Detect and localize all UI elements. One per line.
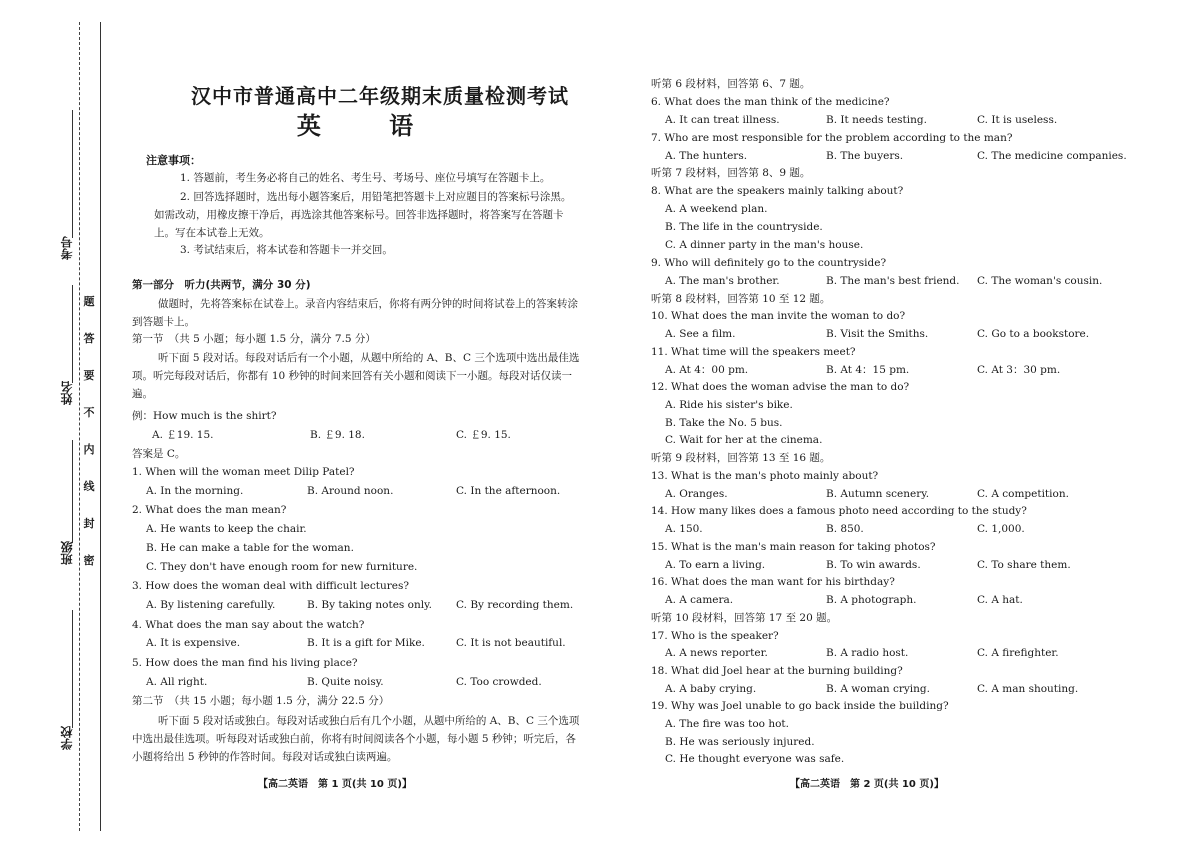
question-16: 16. What does the man want for his birthday? <box>651 576 895 588</box>
q3-option-a[interactable]: A. By listening carefully. <box>146 599 276 611</box>
q12-option-b[interactable]: B. Take the No. 5 bus. <box>665 417 783 429</box>
q19-option-a[interactable]: A. The fire was too hot. <box>665 718 789 730</box>
question-15: 15. What is the man's main reason for taking photos? <box>651 541 936 553</box>
q11-option-c[interactable]: C. At 3：30 pm. <box>977 364 1061 376</box>
q8-option-a[interactable]: A. A weekend plan. <box>665 203 768 215</box>
q15-option-a[interactable]: A. To earn a living. <box>665 559 766 571</box>
exam-subject: 英 语 <box>296 112 444 140</box>
q10-option-c[interactable]: C. Go to a bookstore. <box>977 328 1090 340</box>
q17-option-c[interactable]: C. A firefighter. <box>977 647 1059 659</box>
material-8-instruction: 听第 8 段材料，回答第 10 至 12 题。 <box>651 293 831 305</box>
field-kaohao[interactable] <box>54 110 76 260</box>
seal-dashed-line <box>79 22 80 831</box>
binding-margin <box>0 0 112 849</box>
question-3: 3. How does the woman deal with difficult lectures? <box>132 580 409 592</box>
part1-heading: 第一部分 听力(共两节，满分 30 分) <box>132 279 311 291</box>
part1-intro: 做题时，先将答案标在试卷上。录音内容结束后，你将有两分钟的时间将试卷上的答案转涂到答题卡上。 <box>132 298 578 328</box>
q7-option-b[interactable]: B. The buyers. <box>826 150 904 162</box>
question-5: 5. How does the man find his living place? <box>132 657 358 669</box>
q2-option-a[interactable]: A. He wants to keep the chair. <box>146 523 307 535</box>
q1-option-b[interactable]: B. Around noon. <box>307 485 394 497</box>
q9-option-c[interactable]: C. The woman's cousin. <box>977 275 1103 287</box>
q13-option-b[interactable]: B. Autumn scenery. <box>826 488 930 500</box>
question-12: 12. What does the woman advise the man to do? <box>651 381 910 393</box>
q9-option-a[interactable]: A. The man's brother. <box>665 275 780 287</box>
q6-option-b[interactable]: B. It needs testing. <box>826 114 927 126</box>
q14-option-b[interactable]: B. 850. <box>826 523 864 535</box>
example-question: 例：How much is the shirt? <box>132 410 277 422</box>
q4-option-b[interactable]: B. It is a gift for Mike. <box>307 637 425 649</box>
q11-option-b[interactable]: B. At 4：15 pm. <box>826 364 910 376</box>
sec1-heading: 第一节 （共 5 小题；每小题 1.5 分，满分 7.5 分） <box>132 333 376 345</box>
q18-option-c[interactable]: C. A man shouting. <box>977 683 1079 695</box>
q11-option-a[interactable]: A. At 4：00 pm. <box>665 364 749 376</box>
q3-option-b[interactable]: B. By taking notes only. <box>307 599 432 611</box>
question-19: 19. Why was Joel unable to go back inside the building? <box>651 700 949 712</box>
q3-option-c[interactable]: C. By recording them. <box>456 599 574 611</box>
sec1-intro: 听下面 5 段对话。每段对话后有一个小题，从题中所给的 A、B、C 三个选项中选出最佳选项。听完每段对话后，你都有 10 秒钟的时间来回答有关小题和阅读下一小题。每段对话仅读一遍。 <box>132 352 580 400</box>
field-banji[interactable] <box>54 440 76 565</box>
q10-option-b[interactable]: B. Visit the Smiths. <box>826 328 929 340</box>
field-banji-label: 班级 <box>60 541 74 565</box>
question-10: 10. What does the man invite the woman to do? <box>651 310 906 322</box>
q2-option-c[interactable]: C. They don't have enough room for new furniture. <box>146 561 418 573</box>
question-17: 17. Who is the speaker? <box>651 630 779 642</box>
q14-option-c[interactable]: C. 1,000. <box>977 523 1025 535</box>
question-8: 8. What are the speakers mainly talking about? <box>651 185 904 197</box>
q5-option-b[interactable]: B. Quite noisy. <box>307 676 384 688</box>
q16-option-a[interactable]: A. A camera. <box>665 594 734 606</box>
q1-option-a[interactable]: A. In the morning. <box>146 485 244 497</box>
notes-item-3: 3. 考试结束后，将本试卷和答题卡一并交回。 <box>180 244 393 256</box>
warning-char: 答 <box>83 332 95 345</box>
material-6-instruction: 听第 6 段材料，回答第 6、7 题。 <box>651 78 811 90</box>
q6-option-c[interactable]: C. It is useless. <box>977 114 1058 126</box>
question-6: 6. What does the man think of the medicine? <box>651 96 890 108</box>
question-14: 14. How many likes does a famous photo need according to the study? <box>651 505 1027 517</box>
q15-option-b[interactable]: B. To win awards. <box>826 559 921 571</box>
q12-option-c[interactable]: C. Wait for her at the cinema. <box>665 434 823 446</box>
field-xuexiao-label: 学校 <box>60 726 74 750</box>
field-kaohao-label: 考号 <box>60 236 74 260</box>
q13-option-c[interactable]: C. A competition. <box>977 488 1069 500</box>
sec2-heading: 第二节 （共 15 小题；每小题 1.5 分，满分 22.5 分） <box>132 695 390 707</box>
q5-option-c[interactable]: C. Too crowded. <box>456 676 542 688</box>
example-option-c: C. ￡9. 15. <box>456 429 511 441</box>
question-2: 2. What does the man mean? <box>132 504 287 516</box>
question-11: 11. What time will the speakers meet? <box>651 346 856 358</box>
sec2-intro: 听下面 5 段对话或独白。每段对话或独白后有几个小题，从题中所给的 A、B、C 三个选项中选出最佳选项。听每段对话或独白前，你将有时间阅读各个小题，每小题 5 秒钟；听完后，各小题将给出 5 秒钟的作答时间。每段对话或独白读两遍。 <box>132 715 580 763</box>
field-xuexiao[interactable] <box>54 610 76 750</box>
warning-char: 内 <box>83 443 95 456</box>
q14-option-a[interactable]: A. 150. <box>665 523 703 535</box>
q19-option-b[interactable]: B. He was seriously injured. <box>665 736 815 748</box>
question-7: 7. Who are most responsible for the problem according to the man? <box>651 132 1013 144</box>
example-option-b: B. ￡9. 18. <box>310 429 365 441</box>
warning-char: 封 <box>83 517 95 530</box>
warning-char: 密 <box>83 554 95 567</box>
warning-char: 要 <box>83 369 95 382</box>
notes-heading: 注意事项： <box>146 154 201 167</box>
q6-option-a[interactable]: A. It can treat illness. <box>665 114 780 126</box>
material-9-instruction: 听第 9 段材料，回答第 13 至 16 题。 <box>651 452 831 464</box>
notes-item-2: 2. 回答选择题时，选出每小题答案后，用铅笔把答题卡上对应题目的答案标号涂黑。如需改动，用橡皮擦干净后，再选涂其他答案标号。回答非选择题时，将答案写在答题卡上。写在本试卷上无效。 <box>154 191 572 239</box>
q2-option-b[interactable]: B. He can make a table for the woman. <box>146 542 354 554</box>
example-answer: 答案是 C。 <box>132 448 186 460</box>
q18-option-a[interactable]: A. A baby crying. <box>665 683 757 695</box>
question-9: 9. Who will definitely go to the countryside? <box>651 257 887 269</box>
q17-option-a[interactable]: A. A news reporter. <box>665 647 768 659</box>
example-option-a: A. ￡19. 15. <box>152 429 214 441</box>
q9-option-b[interactable]: B. The man's best friend. <box>826 275 960 287</box>
question-18: 18. What did Joel hear at the burning building? <box>651 665 903 677</box>
q12-option-a[interactable]: A. Ride his sister's bike. <box>665 399 793 411</box>
material-10-instruction: 听第 10 段材料，回答第 17 至 20 题。 <box>651 612 838 624</box>
page-1-footer: 【高二英语 第 1 页(共 10 页)】 <box>258 779 412 790</box>
q10-option-a[interactable]: A. See a film. <box>665 328 736 340</box>
q17-option-b[interactable]: B. A radio host. <box>826 647 909 659</box>
notes-item-1: 1. 答题前，考生务必将自己的姓名、考生号、考场号、座位号填写在答题卡上。 <box>180 172 551 184</box>
field-xingming[interactable] <box>54 285 76 405</box>
question-13: 13. What is the man's photo mainly about? <box>651 470 879 482</box>
seal-solid-line <box>100 22 101 831</box>
q5-option-a[interactable]: A. All right. <box>146 676 208 688</box>
warning-char: 不 <box>83 406 95 419</box>
page-2-footer: 【高二英语 第 2 页(共 10 页)】 <box>790 779 944 790</box>
question-1: 1. When will the woman meet Dilip Patel? <box>132 466 355 478</box>
q8-option-b[interactable]: B. The life in the countryside. <box>665 221 823 233</box>
q15-option-c[interactable]: C. To share them. <box>977 559 1071 571</box>
q1-option-c[interactable]: C. In the afternoon. <box>456 485 561 497</box>
q18-option-b[interactable]: B. A woman crying. <box>826 683 930 695</box>
field-xingming-label: 姓名 <box>60 381 74 405</box>
q8-option-c[interactable]: C. A dinner party in the man's house. <box>665 239 864 251</box>
q7-option-a[interactable]: A. The hunters. <box>665 150 748 162</box>
q16-option-b[interactable]: B. A photograph. <box>826 594 917 606</box>
q4-option-a[interactable]: A. It is expensive. <box>146 637 241 649</box>
q4-option-c[interactable]: C. It is not beautiful. <box>456 637 566 649</box>
q13-option-a[interactable]: A. Oranges. <box>665 488 728 500</box>
q19-option-c[interactable]: C. He thought everyone was safe. <box>665 753 845 765</box>
q16-option-c[interactable]: C. A hat. <box>977 594 1023 606</box>
warning-char: 题 <box>83 295 95 308</box>
exam-title: 汉中市普通高中二年级期末质量检测考试 <box>191 84 569 108</box>
material-7-instruction: 听第 7 段材料，回答第 8、9 题。 <box>651 167 811 179</box>
question-4: 4. What does the man say about the watch? <box>132 619 365 631</box>
q7-option-c[interactable]: C. The medicine companies. <box>977 150 1127 162</box>
warning-char: 线 <box>83 480 95 493</box>
